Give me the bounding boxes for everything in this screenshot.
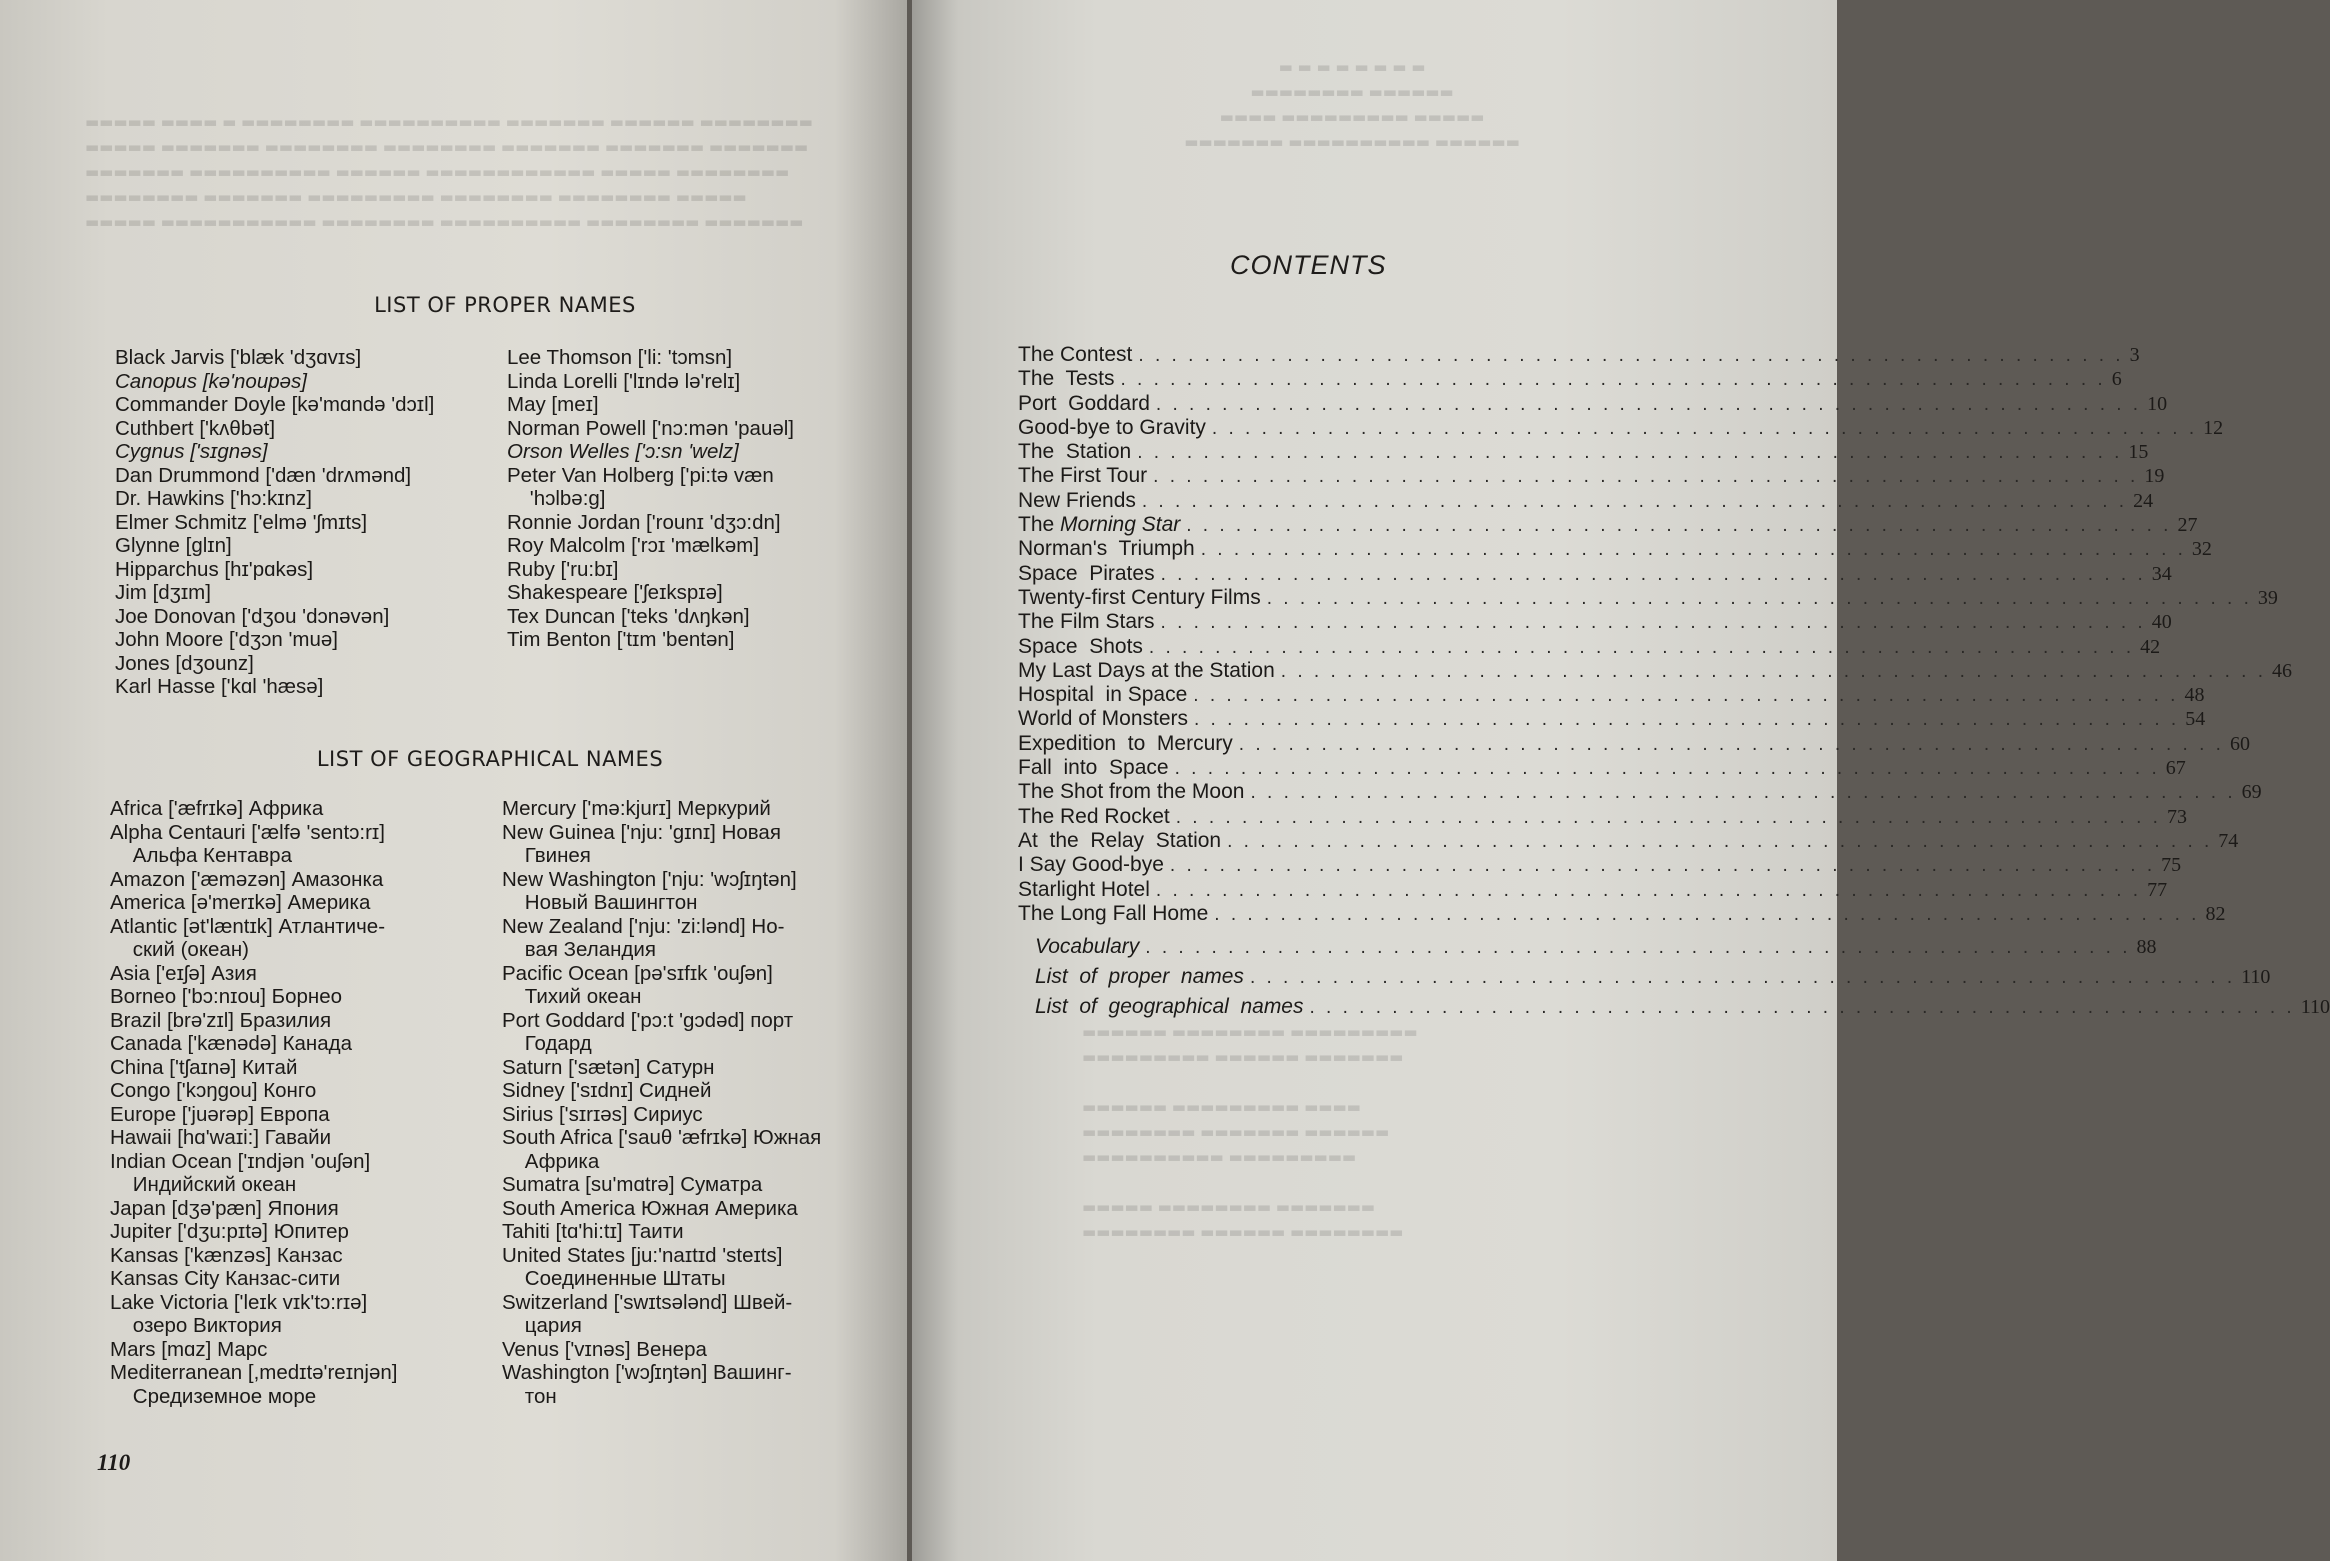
name-entry: Cuthbert ['kʌθbət] — [115, 416, 276, 440]
name-entry: Black Jarvis ['blæk 'dʒɑvɪs] — [115, 346, 362, 369]
toc-entry — [1018, 731, 2250, 756]
toc-leader-dots: . . . . . . . . . . . . . . . . . . . . . . . . . . . . . . . . . . . . . . . . . . . . . . . . . . . . . . . . . . . . — [1309, 997, 2295, 1018]
toc-entry-title: My Last Days at the Station — [1018, 658, 1275, 682]
toc-entry-title: Twenty-first Century Films — [1018, 585, 1261, 609]
toc-entry-title: The Morning Star — [1018, 513, 1181, 537]
name-entry: John Moore ['dʒɔn 'muə] — [115, 628, 338, 651]
name-entry: Joe Donovan ['dʒou 'dɔnəvən] — [115, 604, 390, 628]
name-entry: Glynne [glɪn] — [115, 534, 232, 557]
toc-entry — [1018, 756, 2186, 780]
toc-entry-page: 60 — [2229, 732, 2250, 755]
name-entry: Tahiti [tɑ'hi:tɪ] Таити — [502, 1220, 684, 1243]
name-entry: Karl Hasse ['kɑl 'hæsə] — [115, 675, 324, 698]
name-entry: Dr. Hawkins ['hɔ:kɪnz] — [115, 487, 312, 510]
toc-entry-title: The Shot from the Moon — [1018, 780, 1245, 804]
toc-entry — [1018, 804, 2187, 829]
name-entry: Тихий океан — [502, 985, 642, 1008]
toc-entry — [1018, 877, 2168, 902]
toc-entry-page: 15 — [2128, 441, 2149, 464]
proper-names-list — [115, 346, 879, 699]
toc-entry-page: 74 — [2218, 829, 2239, 852]
toc-entry-title: Space Pirates — [1018, 561, 1155, 585]
toc-leader-dots: . . . . . . . . . . . . . . . . . . . . . . . . . . . . . . . . . . . . . . . . . . . . . . . . . . . . . . . . . . . . — [1174, 758, 2160, 780]
toc-entry-page: 77 — [2147, 878, 2168, 901]
name-entry: Африка — [502, 1149, 600, 1173]
toc-leader-dots: . . . . . . . . . . . . . . . . . . . . . . . . . . . . . . . . . . . . . . . . . . . . . . . . . . . . . . . . . . . . — [1266, 587, 2252, 609]
geographical-names-list — [110, 797, 882, 1408]
name-entry: Shakespeare ['ʃeɪkspɪə] — [507, 581, 723, 604]
name-entry: Europe ['juərəp] Европа — [110, 1102, 330, 1126]
toc-entry-title: The Tests — [1018, 367, 1115, 391]
toc-entry-page: 54 — [2185, 708, 2206, 731]
name-entry: Asia ['eɪʃə] Азия — [110, 961, 257, 985]
name-entry: тон — [502, 1384, 557, 1408]
toc-entry-title: Vocabulary — [1035, 935, 1140, 958]
toc-entry — [1035, 995, 2330, 1025]
name-entry: Kansas ['kænzəs] Канзас — [110, 1243, 343, 1267]
toc-entry-title: The Red Rocket — [1018, 804, 1170, 828]
name-entry: Canopus [kə'noupəs] — [115, 369, 307, 393]
name-entry: Tim Benton ['tɪm 'bentən] — [507, 628, 735, 651]
name-entry: United States [ju:'naɪtɪd 'steɪts] — [502, 1243, 783, 1267]
toc-entry-title: The Long Fall Home — [1018, 901, 1209, 925]
name-entry: Sidney ['sɪdnɪ] Сидней — [502, 1079, 712, 1102]
name-entry: Годард — [502, 1032, 592, 1055]
name-entry: Switzerland ['swɪtsələnd] Швей- — [502, 1290, 793, 1314]
name-entry: Elmer Schmitz ['elmə 'ʃmɪts] — [115, 510, 368, 534]
name-entry: Congo ['kɔŋgou] Конго — [110, 1079, 317, 1102]
name-entry: цария — [502, 1314, 582, 1337]
name-entry: Mars [mɑz] Марс — [110, 1337, 268, 1361]
name-entry: New Zealand ['nju: 'zi:lənd] Но- — [502, 914, 785, 938]
name-entry: Jim [dʒɪm] — [115, 581, 211, 604]
name-entry: Indian Ocean ['ɪndjən 'ouʃən] — [110, 1149, 371, 1173]
name-entry: Lake Victoria ['leɪk vɪk'tɔ:rɪə] — [110, 1290, 368, 1314]
toc-leader-dots: . . . . . . . . . . . . . . . . . . . . . . . . . . . . . . . . . . . . . . . . . . . . . . . . . . . . . . . . . . . . — [1250, 782, 2236, 804]
name-entry: China ['tʃaɪnə] Китай — [110, 1055, 298, 1079]
toc-leader-dots: . . . . . . . . . . . . . . . . . . . . . . . . . . . . . . . . . . . . . . . . . . . . . . . . . . . . . . . . . . . . — [1280, 660, 2266, 682]
name-entry: Borneo ['bɔ:nɪou] Борнео — [110, 985, 343, 1008]
toc-entry-title: Norman's Triumph — [1018, 537, 1195, 561]
name-entry: Гвинея — [502, 844, 591, 867]
name-entry: Hipparchus [hɪ'pɑkəs] — [115, 557, 314, 581]
toc-leader-dots: . . . . . . . . . . . . . . . . . . . . . . . . . . . . . . . . . . . . . . . . . . . . . . . . . . . . . . . . . . . . — [1200, 539, 2186, 561]
toc-entry-page: 24 — [2133, 489, 2154, 512]
name-entry: America [ə'merɪkə] Америка — [110, 891, 371, 914]
toc-leader-dots: . . . . . . . . . . . . . . . . . . . . . . . . . . . . . . . . . . . . . . . . . . . . . . . . . . . . . . . . . . . . — [1211, 417, 2198, 439]
name-entry: Linda Lorelli ['lɪndə lə'relɪ] — [507, 369, 741, 393]
toc-entry — [1018, 683, 2205, 707]
name-entry: New Guinea ['nju: 'gɪnɪ] Новая — [502, 820, 781, 844]
name-entry: вая Зеландия — [502, 938, 656, 961]
toc-entry — [1018, 343, 2140, 367]
toc-entry — [1018, 634, 2161, 659]
toc-entry-page: 75 — [2161, 854, 2182, 877]
contents-title: CONTENTS — [1230, 250, 1387, 280]
toc-entry-title: Expedition to Mercury — [1018, 731, 1233, 755]
name-entry: May [meɪ] — [507, 393, 599, 416]
toc-entry-page: 67 — [2165, 757, 2186, 780]
toc-leader-dots: . . . . . . . . . . . . . . . . . . . . . . . . . . . . . . . . . . . . . . . . . . . . . . . . . . . . . . . . . . . . — [1155, 393, 2142, 415]
toc-entry-page: 39 — [2257, 586, 2278, 609]
toc-entry-page: 6 — [2111, 368, 2122, 391]
name-entry: Mercury ['mə:kjurɪ] Меркурий — [502, 797, 771, 820]
toc-leader-dots: . . . . . . . . . . . . . . . . . . . . . . . . . . . . . . . . . . . . . . . . . . . . . . . . . . . . . . . . . . . . — [1153, 466, 2139, 488]
name-entry: Alpha Centauri ['ælfə 'sentɔ:rɪ] — [110, 820, 385, 844]
toc-leader-dots: . . . . . . . . . . . . . . . . . . . . . . . . . . . . . . . . . . . . . . . . . . . . . . . . . . . . . . . . . . . . — [1249, 967, 2236, 988]
toc-entry — [1035, 935, 2157, 965]
toc-leader-dots: . . . . . . . . . . . . . . . . . . . . . . . . . . . . . . . . . . . . . . . . . . . . . . . . . . . . . . . . . . . . — [1145, 937, 2131, 958]
name-entry: Ruby ['ru:bɪ] — [507, 557, 619, 581]
toc-entry — [1018, 391, 2168, 416]
toc-entry — [1018, 780, 2262, 804]
toc-entry-page: 3 — [2129, 344, 2140, 366]
toc-entry-page: 110 — [2241, 966, 2271, 988]
name-entry: Washington ['wɔʃɪŋtən] Вашинг- — [502, 1361, 792, 1384]
name-entry: Africa ['æfrɪkə] Африка — [110, 797, 324, 820]
geographical-names-column-2 — [502, 797, 882, 1408]
name-entry: Venus ['vɪnəs] Венера — [502, 1337, 707, 1361]
toc-entry-page: 12 — [2203, 416, 2224, 439]
name-entry: Roy Malcolm ['rɔɪ 'mælkəm] — [507, 534, 760, 557]
toc-entry-title: Port Goddard — [1018, 391, 1150, 415]
name-entry: Ronnie Jordan ['rounɪ 'dʒɔ:dn] — [507, 510, 781, 534]
name-entry: Orson Welles ['ɔ:sn 'welz] — [507, 440, 739, 463]
name-entry: Jupiter ['dʒu:pɪtə] Юпитер — [110, 1220, 349, 1243]
name-entry: Sirius ['sɪrɪəs] Сириус — [502, 1102, 703, 1126]
toc-entry-title: World of Monsters — [1018, 707, 1188, 731]
name-entry: Saturn ['sætən] Сатурн — [502, 1055, 715, 1079]
toc-entry-page: 32 — [2191, 538, 2212, 561]
name-entry: Dan Drummond ['dæn 'drʌmənd] — [115, 463, 412, 487]
toc-leader-dots: . . . . . . . . . . . . . . . . . . . . . . . . . . . . . . . . . . . . . . . . . . . . . . . . . . . . . . . . . . . . — [1169, 855, 2156, 877]
toc-entry-title: I Say Good-bye — [1018, 853, 1164, 877]
name-entry: Port Goddard ['pɔ:t 'gɔdəd] порт — [502, 1008, 794, 1032]
toc-entry — [1018, 537, 2212, 561]
name-entry: Альфа Кентавра — [110, 844, 292, 867]
toc-leader-dots: . . . . . . . . . . . . . . . . . . . . . . . . . . . . . . . . . . . . . . . . . . . . . . . . . . . . . . . . . . . . — [1194, 709, 2180, 731]
toc-entry-page: 42 — [2140, 635, 2161, 658]
name-entry: Cygnus ['sɪgnəs] — [115, 440, 268, 463]
toc-leader-dots: . . . . . . . . . . . . . . . . . . . . . . . . . . . . . . . . . . . . . . . . . . . . . . . . . . . . . . . . . . . . — [1186, 515, 2172, 537]
toc-entry-title: At the Relay Station — [1018, 828, 1222, 852]
toc-entry — [1018, 853, 2182, 877]
toc-leader-dots: . . . . . . . . . . . . . . . . . . . . . . . . . . . . . . . . . . . . . . . . . . . . . . . . . . . . . . . . . . . . — [1238, 733, 2224, 755]
toc-entry-title: Space Shots — [1018, 634, 1143, 658]
name-entry: Jones [dʒounz] — [115, 651, 254, 675]
toc-entry-title: Fall into Space — [1018, 756, 1169, 780]
toc-entry — [1018, 367, 2122, 391]
toc-entry — [1018, 440, 2149, 464]
toc-entry-title: New Friends — [1018, 488, 1136, 512]
toc-leader-dots: . . . . . . . . . . . . . . . . . . . . . . . . . . . . . . . . . . . . . . . . . . . . . . . . . . . . . . . . . . . . — [1141, 490, 2128, 512]
name-entry: озеро Виктория — [110, 1314, 282, 1337]
name-entry: South Africa ['sauθ 'æfrɪkə] Южная — [502, 1126, 822, 1149]
toc-entry-page: 110 — [2300, 996, 2330, 1018]
name-entry: Соединенные Штаты — [502, 1267, 726, 1290]
toc-entry — [1018, 610, 2172, 634]
name-entry: Japan [dʒə'pæn] Япония — [110, 1196, 339, 1220]
toc-entry — [1035, 965, 2271, 995]
toc-entry-title: List of proper names — [1035, 965, 1244, 988]
toc-leader-dots: . . . . . . . . . . . . . . . . . . . . . . . . . . . . . . . . . . . . . . . . . . . . . . . . . . . . . . . . . . . . — [1227, 830, 2213, 852]
name-entry: Sumatra [su'mɑtrə] Суматра — [502, 1173, 763, 1196]
toc-entry-page: 40 — [2151, 611, 2172, 634]
table-of-contents-appendix — [1035, 935, 2330, 1025]
toc-entry — [1018, 707, 2206, 731]
toc-entry — [1018, 415, 2224, 440]
toc-leader-dots: . . . . . . . . . . . . . . . . . . . . . . . . . . . . . . . . . . . . . . . . . . . . . . . . . . . . . . . . . . . . — [1137, 442, 2123, 464]
geographical-names-column-1 — [110, 797, 482, 1408]
toc-entry-title: The Film Stars — [1018, 610, 1155, 634]
toc-entry-page: 34 — [2151, 562, 2172, 585]
show-through-text: ▬▬▬▬▬▬ ▬▬▬▬▬▬▬▬ ▬▬▬▬▬▬▬▬▬ ▬▬▬▬▬▬▬▬▬ ▬▬▬▬▬▬ ▬▬▬▬▬▬▬ ▬▬▬▬▬▬ ▬▬▬▬▬▬▬▬▬ ▬▬▬▬ ▬▬▬▬▬▬▬▬ ▬▬▬▬▬▬▬ ▬▬▬▬▬▬ ▬▬▬▬▬▬▬▬▬▬ ▬▬▬▬▬▬▬▬▬ ▬▬▬▬▬ ▬▬▬▬▬▬▬▬ ▬▬▬▬▬▬▬ ▬▬▬▬▬▬▬▬ ▬▬▬▬▬▬ ▬▬▬▬▬▬▬▬ — [1082, 1023, 1418, 1241]
toc-leader-dots: . . . . . . . . . . . . . . . . . . . . . . . . . . . . . . . . . . . . . . . . . . . . . . . . . . . . . . . . . . . . — [1120, 369, 2106, 391]
proper-names-column-2 — [507, 346, 879, 699]
name-entry: Kansas City Канзас-сити — [110, 1267, 341, 1290]
table-of-contents — [1018, 343, 2292, 926]
name-entry: Новый Вашингтон — [502, 891, 698, 914]
toc-entry-title: Hospital in Space — [1018, 683, 1188, 707]
toc-entry-page: 88 — [2136, 936, 2157, 958]
toc-entry-title: The First Tour — [1018, 464, 1148, 488]
name-entry: Amazon ['æməzən] Амазонка — [110, 867, 384, 891]
toc-entry-page: 27 — [2177, 514, 2198, 537]
toc-entry — [1018, 901, 2226, 926]
toc-entry — [1018, 513, 2198, 537]
show-through-text: ▬ ▬ ▬ ▬ ▬ ▬ ▬ ▬ ▬▬▬▬▬▬▬▬ ▬▬▬▬▬▬ ▬▬▬▬ ▬▬▬▬▬▬▬▬▬ ▬▬▬▬▬ ▬▬▬▬▬▬▬ ▬▬▬▬▬▬▬▬▬▬ ▬▬▬▬▬▬ — [1184, 58, 1520, 151]
toc-leader-dots: . . . . . . . . . . . . . . . . . . . . . . . . . . . . . . . . . . . . . . . . . . . . . . . . . . . . . . . . . . . . — [1148, 636, 2135, 658]
show-through-text: ▬▬▬▬▬ ▬▬▬▬ ▬ ▬▬▬▬▬▬▬▬ ▬▬▬▬▬▬▬▬▬▬ ▬▬▬▬▬▬▬ ▬▬▬▬▬▬ ▬▬▬▬▬▬▬▬ ▬▬▬▬▬ ▬▬▬▬▬▬▬ ▬▬▬▬▬▬▬▬ ▬▬▬▬▬▬▬▬ ▬▬▬▬▬▬▬ ▬▬▬▬▬▬▬ ▬▬▬▬▬▬▬ ▬▬▬▬▬▬▬ ▬▬▬▬▬▬▬▬▬▬ ▬▬▬▬▬▬ ▬▬▬▬▬▬▬▬▬▬▬▬ ▬▬▬▬▬ ▬▬▬▬▬▬▬▬ ▬▬▬▬▬▬▬▬ ▬▬▬▬▬▬▬ ▬▬▬▬▬▬▬▬▬ ▬▬▬▬▬▬▬▬ ▬▬▬▬▬▬▬▬ ▬▬▬▬▬ ▬▬▬▬▬ ▬▬▬▬▬▬▬▬▬▬▬ ▬▬▬▬▬▬▬▬ ▬▬▬▬▬▬▬▬▬▬ ▬▬▬▬▬▬▬▬ ▬▬▬▬▬▬▬ — [85, 113, 813, 231]
name-entry: Norman Powell ['nɔ:mən 'pauəl] — [507, 416, 794, 440]
toc-entry-title: Starlight Hotel — [1018, 877, 1150, 901]
toc-leader-dots: . . . . . . . . . . . . . . . . . . . . . . . . . . . . . . . . . . . . . . . . . . . . . . . . . . . . . . . . . . . . — [1175, 806, 2161, 828]
left-page — [0, 0, 907, 1561]
name-entry: Pacific Ocean [pə'sɪfɪk 'ouʃən] — [502, 961, 773, 985]
toc-entry-page: 46 — [2271, 659, 2292, 682]
name-entry: Peter Van Holberg ['pi:tə væn — [507, 463, 774, 487]
geographical-names-title: LIST OF GEOGRAPHICAL NAMES — [316, 747, 664, 771]
toc-entry-title: The Station — [1018, 440, 1132, 464]
name-entry: Средиземное море — [110, 1384, 317, 1408]
toc-entry — [1018, 464, 2165, 488]
toc-entry-page: 48 — [2184, 684, 2205, 707]
toc-entry — [1018, 585, 2278, 610]
toc-leader-dots: . . . . . . . . . . . . . . . . . . . . . . . . . . . . . . . . . . . . . . . . . . . . . . . . . . . . . . . . . . . . — [1160, 563, 2146, 585]
name-entry: Brazil [brə'zɪl] Бразилия — [110, 1008, 332, 1032]
toc-entry — [1018, 488, 2154, 513]
toc-leader-dots: . . . . . . . . . . . . . . . . . . . . . . . . . . . . . . . . . . . . . . . . . . . . . . . . . . . . . . . . . . . . — [1138, 345, 2124, 366]
name-entry: Canada ['kænədə] Канада — [110, 1032, 353, 1055]
toc-entry-page: 73 — [2166, 805, 2187, 828]
page-number: 110 — [97, 1450, 131, 1475]
toc-leader-dots: . . . . . . . . . . . . . . . . . . . . . . . . . . . . . . . . . . . . . . . . . . . . . . . . . . . . . . . . . . . . — [1214, 903, 2200, 925]
toc-entry — [1018, 561, 2172, 586]
toc-entry — [1018, 828, 2239, 853]
proper-names-title: LIST OF PROPER NAMES — [374, 293, 636, 317]
name-entry: Mediterranean [,medɪtə'reɪnjən] — [110, 1361, 398, 1384]
name-entry: Atlantic [ət'læntɪk] Атлантиче- — [110, 914, 386, 938]
toc-entry — [1018, 658, 2292, 683]
proper-names-column-1 — [115, 346, 487, 699]
toc-leader-dots: . . . . . . . . . . . . . . . . . . . . . . . . . . . . . . . . . . . . . . . . . . . . . . . . . . . . . . . . . . . . — [1155, 879, 2142, 901]
toc-entry-page: 69 — [2241, 781, 2262, 804]
toc-entry-page: 82 — [2205, 902, 2226, 925]
name-entry: ский (океан) — [110, 938, 249, 961]
toc-entry-title: Good-bye to Gravity — [1018, 415, 1206, 439]
name-entry: Lee Thomson ['li: 'tɔmsn] — [507, 346, 733, 369]
toc-entry-title: The Contest — [1018, 343, 1133, 366]
toc-entry-title: List of geographical names — [1035, 995, 1304, 1018]
toc-leader-dots: . . . . . . . . . . . . . . . . . . . . . . . . . . . . . . . . . . . . . . . . . . . . . . . . . . . . . . . . . . . . — [1193, 685, 2179, 707]
toc-entry-page: 19 — [2144, 465, 2165, 488]
name-entry: Индийский океан — [110, 1173, 297, 1196]
name-entry: Tex Duncan ['teks 'dʌŋkən] — [507, 604, 750, 628]
name-entry: 'hɔlbə:g] — [507, 487, 606, 510]
name-entry: Hawaii [hɑ'waɪi:] Гавайи — [110, 1126, 332, 1149]
toc-leader-dots: . . . . . . . . . . . . . . . . . . . . . . . . . . . . . . . . . . . . . . . . . . . . . . . . . . . . . . . . . . . . — [1160, 612, 2146, 634]
name-entry: Commander Doyle [kə'mɑndə 'dɔɪl] — [115, 393, 435, 416]
name-entry: New Washington ['nju: 'wɔʃɪŋtən] — [502, 867, 797, 891]
toc-entry-page: 10 — [2147, 392, 2168, 415]
name-entry: South America Южная Америка — [502, 1196, 798, 1220]
